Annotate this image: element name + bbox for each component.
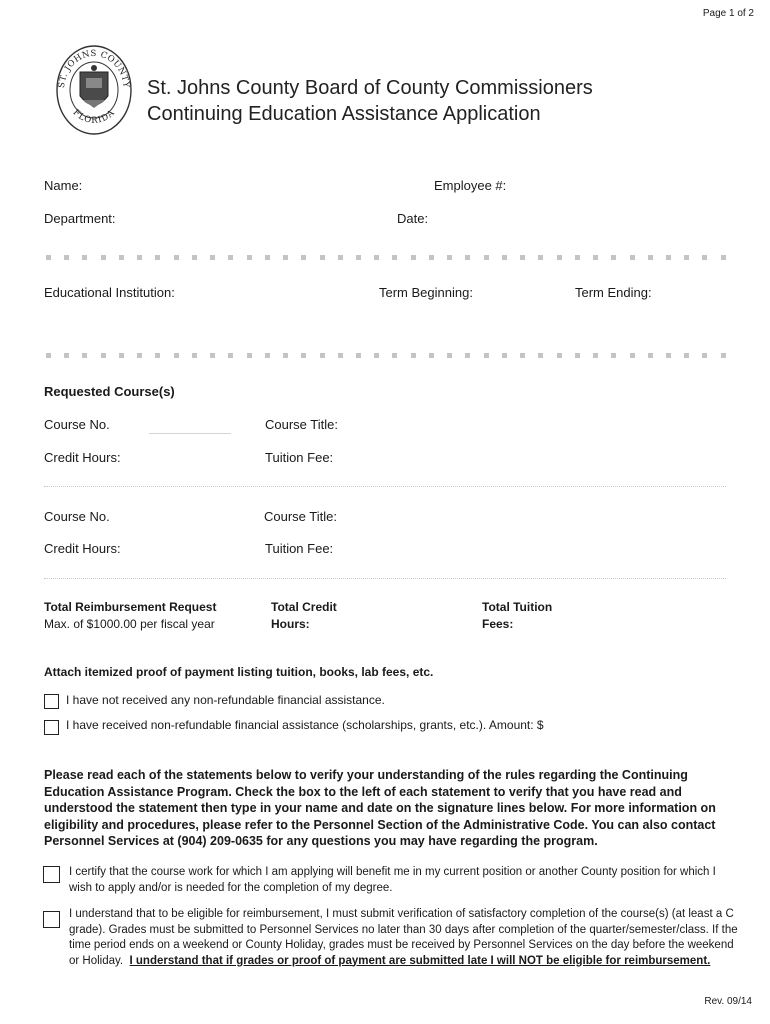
- late-submission-warning: I understand that if grades or proof of payment are submitted late I will NOT be eligible for reimbursement.: [129, 954, 711, 967]
- tuition-fee-label: Tuition Fee:: [265, 541, 334, 556]
- total-credit-hours-label: Total Credit: [271, 600, 337, 614]
- received-assistance-label: I have received non-refundable financial assistance (scholarships, grants, etc.). Amount: $: [66, 718, 544, 732]
- grade-verification-statement: [69, 907, 739, 969]
- term-ending-label: Term Ending:: [575, 285, 652, 300]
- total-tuition-fees-label-line2: Fees:: [482, 617, 514, 631]
- svg-text:FLORIDA: FLORIDA: [70, 107, 118, 126]
- employee-number-label: Employee #:: [434, 178, 507, 193]
- term-beginning-label: Term Beginning:: [379, 285, 473, 300]
- department-label: Department:: [44, 211, 116, 226]
- course-no-label: Course No.: [44, 417, 110, 432]
- total-reimbursement-label: Total Reimbursement Request: [44, 600, 217, 614]
- section-divider: [46, 255, 726, 260]
- county-seal-logo: [55, 44, 133, 136]
- course-divider: [44, 486, 726, 487]
- name-label: Name:: [44, 178, 83, 193]
- page-number: Page 1 of 2: [702, 8, 754, 19]
- form-subtitle: Continuing Education Assistance Application: [147, 103, 541, 125]
- grade-verification-text: I understand that to be eligible for reimbursement, I must submit verification of satisfactory completion of the course(s) (at least a C grade). Grades must be submitted to Personnel Services no later than 30 days after completion of the quarter/semester/class. If the time period ends on a weekend or County Holiday, grades must be received by Personnel Services on the day before the weekend or Holiday.: [69, 908, 738, 967]
- total-tuition-fees-label: Total Tuition: [482, 600, 553, 614]
- section-divider: [46, 353, 726, 358]
- form-title: St. Johns County Board of County Commissioners: [147, 77, 593, 99]
- requested-courses-heading: Requested Course(s): [44, 384, 175, 399]
- course-title-label: Course Title:: [265, 417, 338, 432]
- course-divider: [44, 578, 726, 579]
- instructions-paragraph: Please read each of the statements below to verify your understanding of the rules regarding the Continuing Education Assistance Program. Check the box to the left of each statement to verify that you have read and understood the statement then type in your name and date on the signature lines below. For more information on eligibility and procedures, please refer to the Personnel Section of the Administrative Code. You can also contact Personnel Services at (904) 209-0635 for any questions you may have regarding the program.: [44, 768, 716, 848]
- course-no-label: Course No.: [44, 509, 110, 524]
- tuition-fee-label: Tuition Fee:: [265, 450, 334, 465]
- revision-label: Rev. 09/14: [704, 996, 752, 1007]
- certify-benefit-statement: I certify that the course work for which I am applying will benefit me in my current position or another County position for which I wish to apply and/or is needed for the completion of my degree.: [69, 866, 716, 894]
- course-no-field[interactable]: [149, 433, 231, 434]
- institution-label: Educational Institution:: [44, 285, 175, 300]
- reimbursement-max-note: Max. of $1000.00 per fiscal year: [44, 617, 215, 631]
- grade-verification-checkbox[interactable]: [43, 911, 60, 928]
- proof-of-payment-heading: Attach itemized proof of payment listing tuition, books, lab fees, etc.: [44, 665, 434, 679]
- credit-hours-label: Credit Hours:: [44, 450, 121, 465]
- date-label: Date:: [397, 211, 429, 226]
- credit-hours-label: Credit Hours:: [44, 541, 121, 556]
- certify-benefit-checkbox[interactable]: [43, 866, 60, 883]
- total-credit-hours-label-line2: Hours:: [271, 617, 310, 631]
- no-assistance-checkbox[interactable]: [44, 694, 59, 709]
- course-title-label: Course Title:: [264, 509, 337, 524]
- svg-text:ST. JOHNS COUNTY: ST. JOHNS COUNTY: [56, 48, 132, 89]
- received-assistance-checkbox[interactable]: [44, 720, 59, 735]
- no-assistance-label: I have not received any non-refundable financial assistance.: [66, 693, 385, 707]
